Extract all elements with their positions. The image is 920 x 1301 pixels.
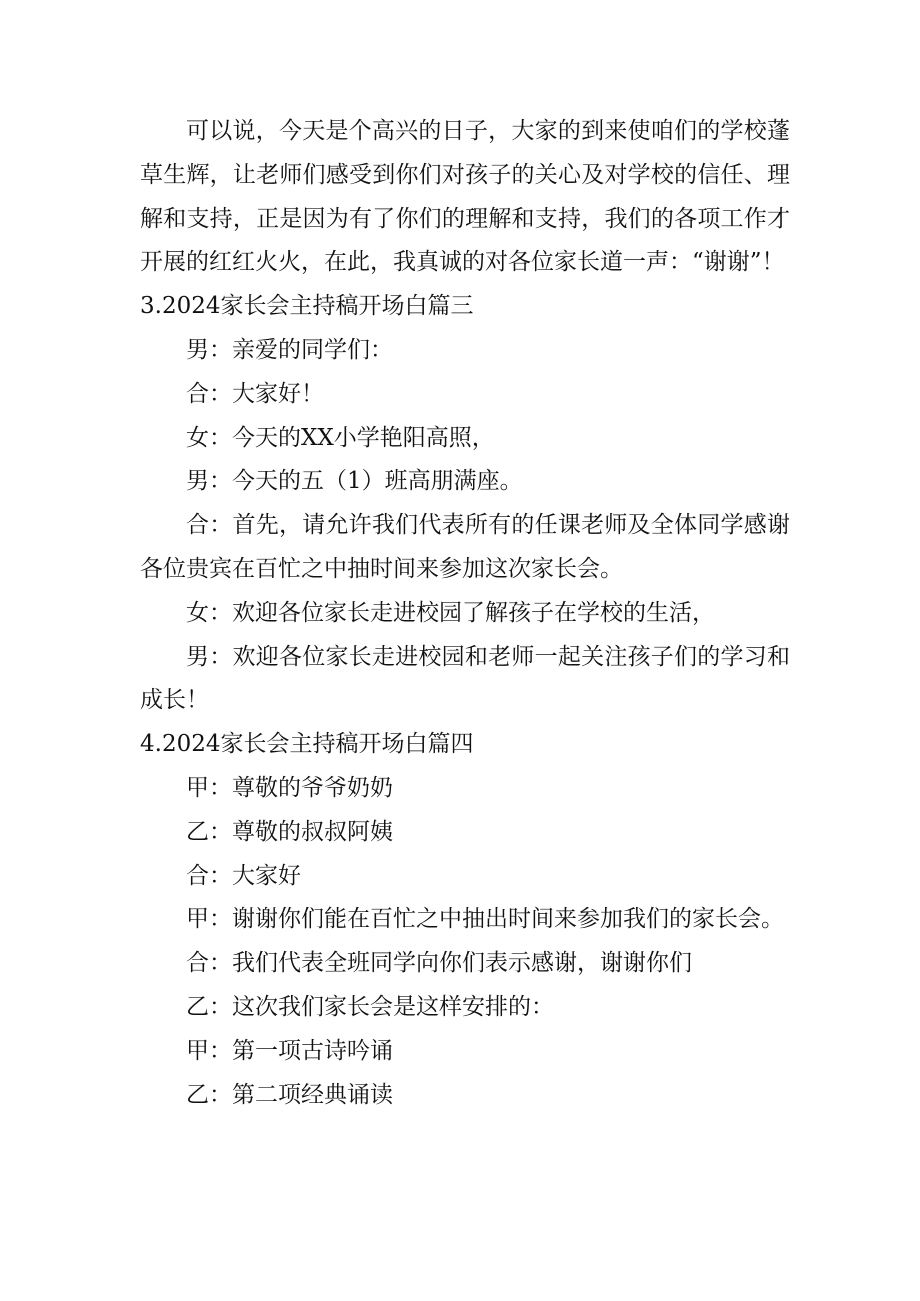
dialogue-line: 女：今天的XX小学艳阳高照，	[186, 424, 495, 451]
dialogue-line: 甲：尊敬的爷爷奶奶	[186, 774, 393, 801]
paragraph-thanks: 可以说，今天是个高兴的日子，大家的到来使咱们的学校蓬草生辉，让老师们感受到你们对孩子的关心及对学校的信任、理解和支持，正是因为有了你们的理解和支持，我们的各项工作才开展的红红火火，在此，我真诚的对各位家长道一声：“谢谢”！	[140, 118, 790, 276]
dialogue-line: 甲：第一项古诗吟诵	[186, 1037, 393, 1064]
dialogue-line: 女：欢迎各位家长走进校园了解孩子在学校的生活，	[186, 599, 715, 626]
dialogue-line: 男：欢迎各位家长走进校园和老师一起关注孩子们的学习和成长！	[140, 643, 790, 714]
section-heading-3: 3.2024家长会主持稿开场白篇三	[140, 293, 474, 320]
dialogue-line: 乙：这次我们家长会是这样安排的：	[186, 993, 554, 1020]
dialogue-line: 乙：尊敬的叔叔阿姨	[186, 818, 393, 845]
dialogue-line: 甲：谢谢你们能在百忙之中抽出时间来参加我们的家长会。	[186, 906, 784, 933]
document-body	[140, 110, 790, 1117]
dialogue-line: 男：今天的五（1）班高朋满座。	[186, 468, 523, 495]
dialogue-line: 合：大家好	[186, 862, 301, 889]
dialogue-line: 男：亲爱的同学们：	[186, 336, 393, 363]
dialogue-line: 合：大家好！	[186, 380, 324, 407]
dialogue-line: 乙：第二项经典诵读	[186, 1081, 393, 1108]
section-heading-4: 4.2024家长会主持稿开场白篇四	[140, 731, 474, 758]
dialogue-line: 合：首先，请允许我们代表所有的任课老师及全体同学感谢各位贵宾在百忙之中抽时间来参加这次家长会。	[140, 512, 790, 582]
dialogue-line: 合：我们代表全班同学向你们表示感谢，谢谢你们	[186, 950, 692, 977]
